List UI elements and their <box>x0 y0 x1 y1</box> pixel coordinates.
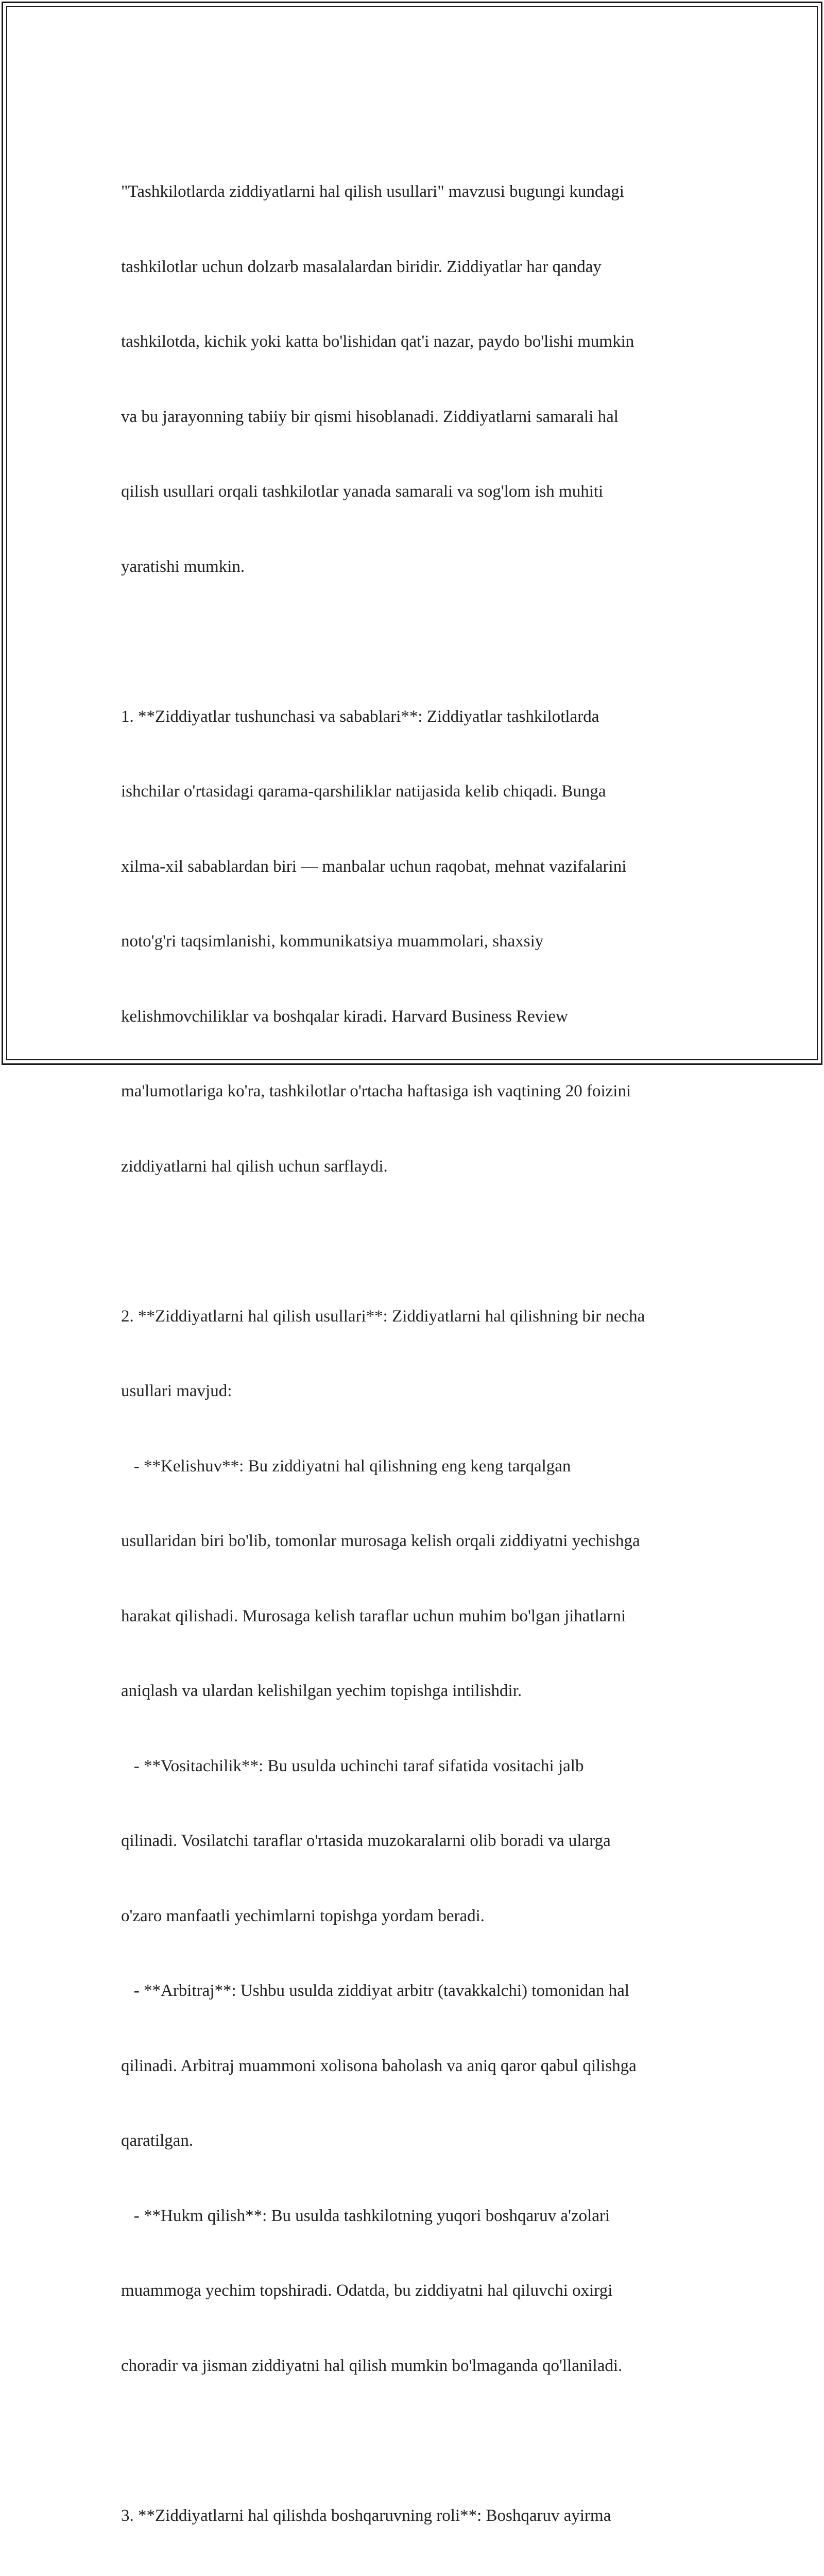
text-line: harakat qilishadi. Murosaga kelish taraflar uchun muhim bo'lgan jihatlarni <box>121 1604 713 1629</box>
text-line: xilma-xil sabablardan biri — manbalar uchun raqobat, mehnat vazifalarini <box>121 854 713 879</box>
text-line: va bu jarayonning tabiiy bir qismi hisoblanadi. Ziddiyatlarni samarali hal <box>121 404 713 430</box>
text-line: muammoga yechim topshiradi. Odatda, bu ziddiyatni hal qiluvchi oxirgi <box>121 2278 713 2303</box>
paragraph-section-2 <box>121 1254 713 2429</box>
text-line: noto'g'ri taqsimlanishi, kommunikatsiya muammolari, shaxsiy <box>121 929 713 954</box>
text-line: "Tashkilotlarda ziddiyatlarni hal qilish usullari" mavzusi bugungi kundagi <box>121 179 713 205</box>
paragraph-intro <box>121 129 713 629</box>
text-line: ishchilar o'rtasidagi qarama-qarshiliklar natijasida kelib chiqadi. Bunga <box>121 779 713 804</box>
text-line: ma'lumotlariga ko'ra, tashkilotlar o'rtacha haftasiga ish vaqtining 20 foizini <box>121 1079 713 1104</box>
text-line: - **Arbitraj**: Ushbu usulda ziddiyat arbitr (tavakkalchi) tomonidan hal <box>121 1978 713 2004</box>
text-line: tashkilotda, kichik yoki katta bo'lishidan qat'i nazar, paydo bo'lishi mumkin <box>121 329 713 354</box>
text-line: yaratishi mumkin. <box>121 554 713 580</box>
paragraph-section-3 <box>121 2453 713 2576</box>
text-line: ziddiyatlarni hal qilish uchun sarflaydi. <box>121 1154 713 1179</box>
text-line: usullaridan biri bo'lib, tomonlar murosaga kelish orqali ziddiyatni yechishga <box>121 1529 713 1554</box>
text-line: 2. **Ziddiyatlarni hal qilish usullari**: Ziddiyatlarni hal qilishning bir necha <box>121 1304 713 1329</box>
text-line: qilinadi. Arbitraj muammoni xolisona baholash va aniq qaror qabul qilishga <box>121 2054 713 2079</box>
text-line: - **Hukm qilish**: Bu usulda tashkilotning yuqori boshqaruv a'zolari <box>121 2204 713 2229</box>
text-line: aniqlash va ulardan kelishilgan yechim topishga intilishdir. <box>121 1679 713 1704</box>
document-body <box>121 129 713 2576</box>
text-line: 3. **Ziddiyatlarni hal qilishda boshqaruvning roli**: Boshqaruv ayirma <box>121 2503 713 2529</box>
text-line: qilinadi. Vosilatchi taraflar o'rtasida muzokaralarni olib boradi va ularga <box>121 1828 713 1854</box>
paragraph-section-1 <box>121 654 713 1229</box>
text-line: qaratilgan. <box>121 2128 713 2154</box>
text-line: choradir va jisman ziddiyatni hal qilish mumkin bo'lmaganda qo'llaniladi. <box>121 2353 713 2379</box>
text-line: o'zaro manfaatli yechimlarni topishga yordam beradi. <box>121 1904 713 1929</box>
text-line: - **Vositachilik**: Bu usulda uchinchi taraf sifatida vositachi jalb <box>121 1754 713 1779</box>
text-line: kelishmovchiliklar va boshqalar kiradi. Harvard Business Review <box>121 1004 713 1029</box>
text-line: 1. **Ziddiyatlar tushunchasi va sabablari**: Ziddiyatlar tashkilotlarda <box>121 704 713 730</box>
text-line: usullari mavjud: <box>121 1379 713 1404</box>
text-line: qilish usullari orqali tashkilotlar yanada samarali va sog'lom ish muhiti <box>121 479 713 504</box>
text-line: - **Kelishuv**: Bu ziddiyatni hal qilishning eng keng tarqalgan <box>121 1454 713 1479</box>
text-line: tashkilotlar uchun dolzarb masalalardan biridir. Ziddiyatlar har qanday <box>121 255 713 280</box>
